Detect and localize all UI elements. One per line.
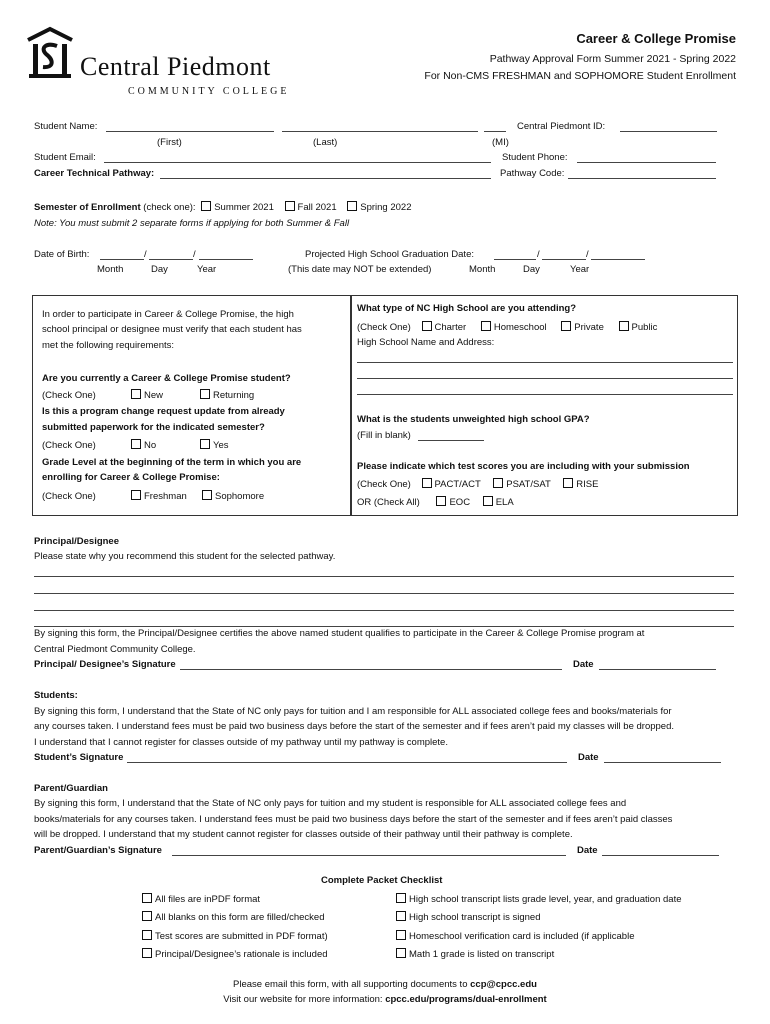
checklist-item-rationale	[142, 948, 328, 960]
charter-label: Charter	[434, 322, 467, 333]
principal-date-label: Date	[573, 659, 594, 670]
principal-signature-field[interactable]	[180, 669, 562, 670]
parent-text-1: By signing this form, I understand that the State of NC only pays for tuition and my student is responsible for ALL associated college fees and	[34, 798, 627, 809]
pathway-label: Career Technical Pathway:	[34, 168, 155, 179]
dob-year-caption: Year	[197, 264, 217, 275]
public-checkbox[interactable]	[619, 321, 629, 331]
grade-level-question-1: Grade Level at the beginning of the term in which you are	[42, 457, 302, 468]
footer-email-link[interactable]: ccp@cpcc.edu	[470, 979, 537, 990]
blanks-label: All blanks on this form are filled/checked	[155, 912, 325, 923]
parent-date-field[interactable]	[602, 855, 719, 856]
returning-label: Returning	[213, 390, 255, 401]
grad-slash-1: /	[537, 249, 540, 260]
student-phone-label: Student Phone:	[502, 152, 568, 163]
rationale-label: Principal/Designee’s rationale is included	[155, 949, 328, 960]
logo-subtitle: COMMUNITY COLLEGE	[128, 86, 290, 97]
pathway-code-field[interactable]	[568, 178, 716, 179]
principal-certify-2: Central Piedmont Community College.	[34, 644, 196, 655]
parent-text-3: will be dropped. I understand that my student cannot register for classes outside of their pathway until their pathway is complete.	[34, 829, 573, 840]
rationale-checkbox[interactable]	[142, 948, 152, 958]
blanks-checkbox[interactable]	[142, 911, 152, 921]
change-check-one: (Check One)	[42, 440, 96, 451]
checklist-heading: Complete Packet Checklist	[321, 875, 443, 886]
freshman-label: Freshman	[144, 491, 187, 502]
cpcc-logo-mark-icon	[24, 26, 76, 82]
principal-signature-label: Principal/ Designee’s Signature	[34, 659, 176, 670]
semester-row	[34, 201, 411, 213]
eoc-label: EOC	[449, 497, 471, 508]
homeschool-checkbox[interactable]	[481, 321, 491, 331]
parent-signature-label: Parent/Guardian’s Signature	[34, 845, 162, 856]
dob-month-caption: Month	[97, 264, 124, 275]
math-grade-label: Math 1 grade is listed on transcript	[409, 949, 555, 960]
students-text-2: any courses taken. I understand fees must be paid two business days before the start of the semester and if fees aren’t paid my classes will be dropped.	[34, 721, 675, 732]
dob-day-field[interactable]	[149, 259, 193, 260]
psat-sat-checkbox[interactable]	[493, 478, 503, 488]
tests-row-1	[357, 478, 598, 490]
returning-checkbox[interactable]	[200, 389, 210, 399]
summer-2021-checkbox[interactable]	[201, 201, 211, 211]
parent-heading: Parent/Guardian	[34, 783, 108, 794]
pdf-format-checkbox[interactable]	[142, 893, 152, 903]
dob-month-field[interactable]	[100, 259, 144, 260]
homeschool-card-label: Homeschool verification card is included (if applicable	[409, 931, 635, 942]
student-date-label: Date	[578, 752, 599, 763]
ela-checkbox[interactable]	[483, 496, 493, 506]
parent-signature-field[interactable]	[172, 855, 566, 856]
no-checkbox[interactable]	[131, 439, 141, 449]
student-phone-field[interactable]	[577, 162, 716, 163]
new-option	[131, 389, 163, 401]
new-label: New	[144, 390, 164, 401]
hs-address-line-2[interactable]	[357, 378, 733, 379]
checklist-item-transcript-grade	[396, 893, 682, 905]
hs-address-line-3[interactable]	[357, 394, 733, 395]
program-change-question-1: Is this a program change request update from already	[42, 406, 285, 417]
rationale-line-1[interactable]	[34, 576, 734, 577]
public-label: Public	[631, 322, 658, 333]
student-signature-label: Student’s Signature	[34, 752, 124, 763]
psat-sat-label: PSAT/SAT	[506, 479, 551, 490]
students-heading: Students:	[34, 690, 78, 701]
test-scores-checkbox[interactable]	[142, 930, 152, 940]
rise-label: RISE	[576, 479, 599, 490]
principal-heading: Principal/Designee	[34, 536, 120, 547]
checklist-item-homeschool-card	[396, 930, 634, 942]
checklist-item-pdf-format	[142, 893, 260, 905]
footer-email-text: Please email this form, with all supporting documents to	[233, 979, 468, 990]
student-name-label: Student Name:	[34, 121, 98, 132]
form-title: Career & College Promise	[576, 31, 736, 46]
summer-2021-label: Summer 2021	[214, 202, 274, 213]
cpcc-id-field[interactable]	[620, 131, 717, 132]
private-label: Private	[574, 322, 604, 333]
tests-check-one: (Check One)	[357, 479, 411, 490]
grad-year-field[interactable]	[591, 259, 645, 260]
fall-2021-checkbox[interactable]	[285, 201, 295, 211]
eoc-checkbox[interactable]	[436, 496, 446, 506]
cpcc-id-label: Central Piedmont ID:	[517, 121, 606, 132]
transcript-grade-checkbox[interactable]	[396, 893, 406, 903]
program-change-question-2: submitted paperwork for the indicated semester?	[42, 422, 265, 433]
first-caption: (First)	[157, 137, 182, 148]
students-text-3: I understand that I cannot register for classes outside of my pathway until my pathway is complete.	[34, 737, 448, 748]
grade-check-one: (Check One)	[42, 491, 96, 502]
ccp-check-one: (Check One)	[42, 390, 96, 401]
middle-initial-field[interactable]	[484, 131, 506, 132]
hs-address-line-1[interactable]	[357, 362, 733, 363]
semester-label: Semester of Enrollment	[34, 202, 141, 213]
req-intro-1: In order to participate in Career & College Promise, the high	[42, 309, 294, 320]
gpa-question: What is the students unweighted high school GPA?	[357, 414, 590, 425]
semester-note: Note: You must submit 2 separate forms if applying for both Summer & Fall	[34, 218, 350, 229]
fall-2021-label: Fall 2021	[297, 202, 337, 213]
dob-label: Date of Birth:	[34, 249, 90, 260]
yes-label: Yes	[213, 440, 229, 451]
ela-label: ELA	[495, 497, 514, 508]
principal-prompt: Please state why you recommend this student for the selected pathway.	[34, 551, 336, 562]
semester-check-hint: (check one):	[143, 202, 196, 213]
form-subtitle-1: Pathway Approval Form Summer 2021 - Spring 2022	[489, 53, 736, 65]
mi-caption: (MI)	[492, 137, 509, 148]
form-subtitle-2: For Non-CMS FRESHMAN and SOPHOMORE Student Enrollment	[424, 70, 736, 82]
last-caption: (Last)	[313, 137, 338, 148]
transcript-signed-label: High school transcript is signed	[409, 912, 541, 923]
grad-date-label: Projected High School Graduation Date:	[305, 249, 474, 260]
ccp-student-question: Are you currently a Career & College Promise student?	[42, 373, 291, 384]
grad-day-field[interactable]	[542, 259, 586, 260]
math-grade-checkbox[interactable]	[396, 948, 406, 958]
school-type-question: What type of NC High School are you attending?	[357, 303, 577, 314]
private-checkbox[interactable]	[561, 321, 571, 331]
returning-option	[200, 389, 254, 401]
school-check-one: (Check One)	[357, 322, 411, 333]
req-intro-3: met the following requirements:	[42, 340, 175, 351]
no-option	[131, 439, 156, 451]
dob-slash-2: /	[193, 249, 196, 260]
footer-web-text: Visit our website for more information:	[223, 994, 383, 1005]
hs-name-label: High School Name and Address:	[357, 337, 495, 348]
sophomore-checkbox[interactable]	[202, 490, 212, 500]
pact-act-checkbox[interactable]	[422, 478, 432, 488]
checklist-item-blanks	[142, 911, 325, 923]
last-name-field[interactable]	[282, 131, 478, 132]
grad-month-caption: Month	[469, 264, 496, 275]
pdf-format-label: All files are inPDF format	[155, 894, 261, 905]
student-email-label: Student Email:	[34, 152, 96, 163]
grade-level-question-2: enrolling for Career & College Promise:	[42, 472, 220, 483]
parent-date-label: Date	[577, 845, 598, 856]
freshman-checkbox[interactable]	[131, 490, 141, 500]
tests-question: Please indicate which test scores you are including with your submission	[357, 461, 690, 472]
sophomore-label: Sophomore	[215, 491, 265, 502]
homeschool-label: Homeschool	[493, 322, 547, 333]
grad-day-caption: Day	[523, 264, 540, 275]
school-type-row	[357, 321, 657, 333]
principal-date-field[interactable]	[599, 669, 716, 670]
rationale-line-2[interactable]	[34, 593, 734, 594]
spring-2022-checkbox[interactable]	[347, 201, 357, 211]
grad-date-note: (This date may NOT be extended)	[288, 264, 432, 275]
dob-slash-1: /	[144, 249, 147, 260]
spring-2022-label: Spring 2022	[360, 202, 412, 213]
dob-year-field[interactable]	[199, 259, 253, 260]
freshman-option	[131, 490, 187, 502]
pathway-field[interactable]	[160, 178, 491, 179]
gpa-field[interactable]	[418, 440, 484, 441]
first-name-field[interactable]	[106, 131, 274, 132]
student-email-field[interactable]	[104, 162, 491, 163]
transcript-signed-checkbox[interactable]	[396, 911, 406, 921]
dob-day-caption: Day	[151, 264, 168, 275]
new-checkbox[interactable]	[131, 389, 141, 399]
footer-web-line	[0, 994, 770, 1005]
rationale-line-4[interactable]	[34, 626, 734, 627]
students-text-1: By signing this form, I understand that the State of NC only pays for tuition and I am responsible for ALL associated college fees and books/materials for	[34, 706, 672, 717]
footer-web-link[interactable]: cpcc.edu/programs/dual-enrollment	[385, 994, 547, 1005]
tests-check-all: OR (Check All)	[357, 497, 420, 508]
yes-option	[200, 439, 229, 451]
principal-certify-1: By signing this form, the Principal/Designee certifies the above named student qualifies to participate in the Career & College Promise program at	[34, 628, 645, 639]
student-signature-field[interactable]	[127, 762, 567, 763]
checklist-item-test-scores	[142, 930, 328, 942]
no-label: No	[144, 440, 157, 451]
checklist-item-math-grade	[396, 948, 554, 960]
req-intro-2: school principal or designee must verify that each student has	[42, 324, 302, 335]
logo-wordmark: Central Piedmont	[80, 52, 271, 81]
yes-checkbox[interactable]	[200, 439, 210, 449]
test-scores-label: Test scores are submitted in PDF format)	[155, 931, 328, 942]
footer-email-line	[0, 979, 770, 990]
grad-slash-2: /	[586, 249, 589, 260]
gpa-fill-label: (Fill in blank)	[357, 430, 411, 441]
grad-month-field[interactable]	[494, 259, 536, 260]
rationale-line-3[interactable]	[34, 610, 734, 611]
grad-year-caption: Year	[570, 264, 590, 275]
transcript-grade-label: High school transcript lists grade level, year, and graduation date	[409, 894, 682, 905]
checklist-item-transcript-signed	[396, 911, 540, 923]
pact-act-label: PACT/ACT	[434, 479, 481, 490]
homeschool-card-checkbox[interactable]	[396, 930, 406, 940]
rise-checkbox[interactable]	[563, 478, 573, 488]
pathway-code-label: Pathway Code:	[500, 168, 565, 179]
student-date-field[interactable]	[604, 762, 721, 763]
charter-checkbox[interactable]	[422, 321, 432, 331]
sophomore-option	[202, 490, 264, 502]
parent-text-2: books/materials for any courses taken. I understand fees must be paid two business days before the start of the semester and if fees aren’t paid classes	[34, 814, 673, 825]
tests-row-2	[357, 496, 514, 508]
